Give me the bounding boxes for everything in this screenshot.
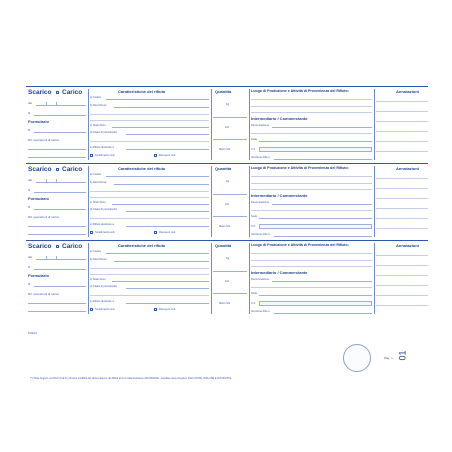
smaltimento-label: Smaltimento cod. bbox=[95, 308, 116, 311]
smaltimento-label: Smaltimento cod. bbox=[95, 154, 116, 157]
descrizione-label: b) Descrizione bbox=[90, 258, 107, 261]
top-code: ... bbox=[388, 82, 391, 85]
pericolosi-label: d) Classi di pericolosità bbox=[90, 131, 117, 134]
scarico-label: Scarico bbox=[28, 166, 52, 173]
recupero-checkbox[interactable] bbox=[154, 231, 157, 234]
descrizione-label: b) Descrizione bbox=[90, 181, 107, 184]
recupero-label: Recupero cod. bbox=[159, 231, 176, 234]
carico-label: Carico bbox=[62, 166, 83, 173]
luogo-heading: Luogo di Produzione e Attività di Provenienza del Rifiuto: bbox=[251, 89, 349, 93]
luogo-heading: Luogo di Produzione e Attività di Provenienza del Rifiuto: bbox=[251, 243, 349, 247]
rifiuto-destinato-label: e) Rifiuto destinato a bbox=[90, 223, 114, 226]
quantita-heading: Quantità bbox=[215, 89, 232, 94]
iscrizione-label: Iscrizione Albo n. bbox=[251, 310, 271, 313]
del-label: del bbox=[28, 255, 33, 259]
intermediario-heading: Intermediario / Commerciante bbox=[251, 270, 308, 275]
litri-label: Litri bbox=[225, 203, 230, 206]
denominazione-label: Denominazione bbox=[251, 124, 270, 127]
stato-label: c) Stato fisico bbox=[90, 201, 106, 204]
intermediario-heading: Intermediario / Commerciante bbox=[251, 193, 308, 198]
scarico-label: Scarico bbox=[28, 89, 52, 96]
register-entry-2 bbox=[26, 163, 428, 239]
denominazione-label: Denominazione bbox=[251, 201, 270, 204]
rifiuto-destinato-label: e) Rifiuto destinato a bbox=[90, 146, 114, 149]
footer-code: DU02/1 bbox=[28, 332, 37, 335]
n-label: N. bbox=[28, 265, 31, 269]
register-entry-1 bbox=[26, 86, 428, 162]
formulario-label: Formulario bbox=[28, 119, 49, 124]
kg-label: Kg bbox=[226, 103, 230, 106]
smaltimento-checkbox[interactable] bbox=[90, 154, 93, 157]
kg-label: Kg bbox=[226, 180, 230, 183]
formulario-label: Formulario bbox=[28, 196, 49, 201]
del-label: del bbox=[28, 178, 33, 182]
recupero-label: Recupero cod. bbox=[159, 154, 176, 157]
annotazioni-heading: Annotazioni bbox=[396, 89, 419, 94]
smaltimento-label: Smaltimento cod. bbox=[95, 231, 116, 234]
sede-label: Sede bbox=[251, 292, 258, 295]
pericolosi-label: d) Classi di pericolosità bbox=[90, 208, 117, 211]
footnote: (*) Titolo furgone nel RNU (C.E.R.) di tanto Codifica del Nuovo Elenco dei Rifiuti al di cui alla Decisione 2001/532/CE - Ausiliare deve chiedere (CEI) STATE, INCLUSE E DISTRUTTE. bbox=[30, 377, 232, 380]
rif-label: Rif. operazioni di carico bbox=[28, 215, 60, 219]
iscrizione-label: Iscrizione Albo n. bbox=[251, 233, 271, 236]
sede-label: Sede bbox=[251, 215, 258, 218]
caratteristiche-heading: Caratteristiche del rifiuto bbox=[118, 166, 166, 171]
kg-label: Kg bbox=[226, 257, 230, 260]
cf-field[interactable] bbox=[259, 224, 372, 229]
scarico-label: Scarico bbox=[28, 243, 52, 250]
rifiuto-destinato-label: e) Rifiuto destinato a bbox=[90, 300, 114, 303]
formulario-n-label: N. bbox=[28, 205, 31, 209]
formulario-label: Formulario bbox=[28, 273, 49, 278]
pericolosi-label: d) Classi di pericolosità bbox=[90, 285, 117, 288]
metri-label: Metri cubi bbox=[219, 148, 231, 151]
register-entry-3 bbox=[26, 240, 428, 316]
quantita-heading: Quantità bbox=[215, 243, 232, 248]
sede-label: Sede bbox=[251, 138, 258, 141]
cf-field[interactable] bbox=[259, 147, 372, 152]
carico-label: Carico bbox=[62, 89, 83, 96]
stato-label: c) Stato fisico bbox=[90, 124, 106, 127]
codice-label: a) Codice bbox=[90, 173, 102, 176]
stato-label: c) Stato fisico bbox=[90, 278, 106, 281]
rif-label: Rif. operazioni di carico bbox=[28, 292, 60, 296]
iscrizione-label: Iscrizione Albo n. bbox=[251, 156, 271, 159]
cf-label: C.F. bbox=[251, 225, 256, 228]
carico-label: Carico bbox=[62, 243, 83, 250]
caratteristiche-heading: Caratteristiche del rifiuto bbox=[118, 89, 166, 94]
cf-field[interactable] bbox=[259, 301, 372, 306]
register-sheet bbox=[26, 86, 428, 319]
quantita-heading: Quantità bbox=[215, 166, 232, 171]
caratteristiche-heading: Caratteristiche del rifiuto bbox=[118, 243, 166, 248]
luogo-heading: Luogo di Produzione e Attività di Provenienza del Rifiuto: bbox=[251, 166, 349, 170]
recupero-checkbox[interactable] bbox=[154, 154, 157, 157]
annotazioni-heading: Annotazioni bbox=[396, 243, 419, 248]
cf-label: C.F. bbox=[251, 148, 256, 151]
codice-label: a) Codice bbox=[90, 250, 102, 253]
rif-label: Rif. operazioni di carico bbox=[28, 138, 60, 142]
del-label: del bbox=[28, 101, 33, 105]
page-label: Pag. n. bbox=[384, 356, 394, 360]
page-stamp-circle bbox=[343, 344, 371, 372]
smaltimento-checkbox[interactable] bbox=[90, 231, 93, 234]
descrizione-label: b) Descrizione bbox=[90, 104, 107, 107]
denominazione-label: Denominazione bbox=[251, 278, 270, 281]
recupero-checkbox[interactable] bbox=[154, 308, 157, 311]
metri-label: Metri cubi bbox=[219, 225, 231, 228]
annotazioni-heading: Annotazioni bbox=[396, 166, 419, 171]
formulario-n-label: N. bbox=[28, 282, 31, 286]
scarico-checkbox[interactable] bbox=[56, 245, 59, 248]
intermediario-heading: Intermediario / Commerciante bbox=[251, 116, 308, 121]
formulario-n-label: N. bbox=[28, 128, 31, 132]
n-label: N. bbox=[28, 188, 31, 192]
scarico-checkbox[interactable] bbox=[56, 91, 59, 94]
codice-label: a) Codice bbox=[90, 96, 102, 99]
metri-label: Metri cubi bbox=[219, 302, 231, 305]
page-number: 01 bbox=[397, 350, 408, 361]
litri-label: Litri bbox=[225, 126, 230, 129]
n-label: N. bbox=[28, 111, 31, 115]
scarico-checkbox[interactable] bbox=[56, 168, 59, 171]
litri-label: Litri bbox=[225, 280, 230, 283]
cf-label: C.F. bbox=[251, 302, 256, 305]
smaltimento-checkbox[interactable] bbox=[90, 308, 93, 311]
recupero-label: Recupero cod. bbox=[159, 308, 176, 311]
